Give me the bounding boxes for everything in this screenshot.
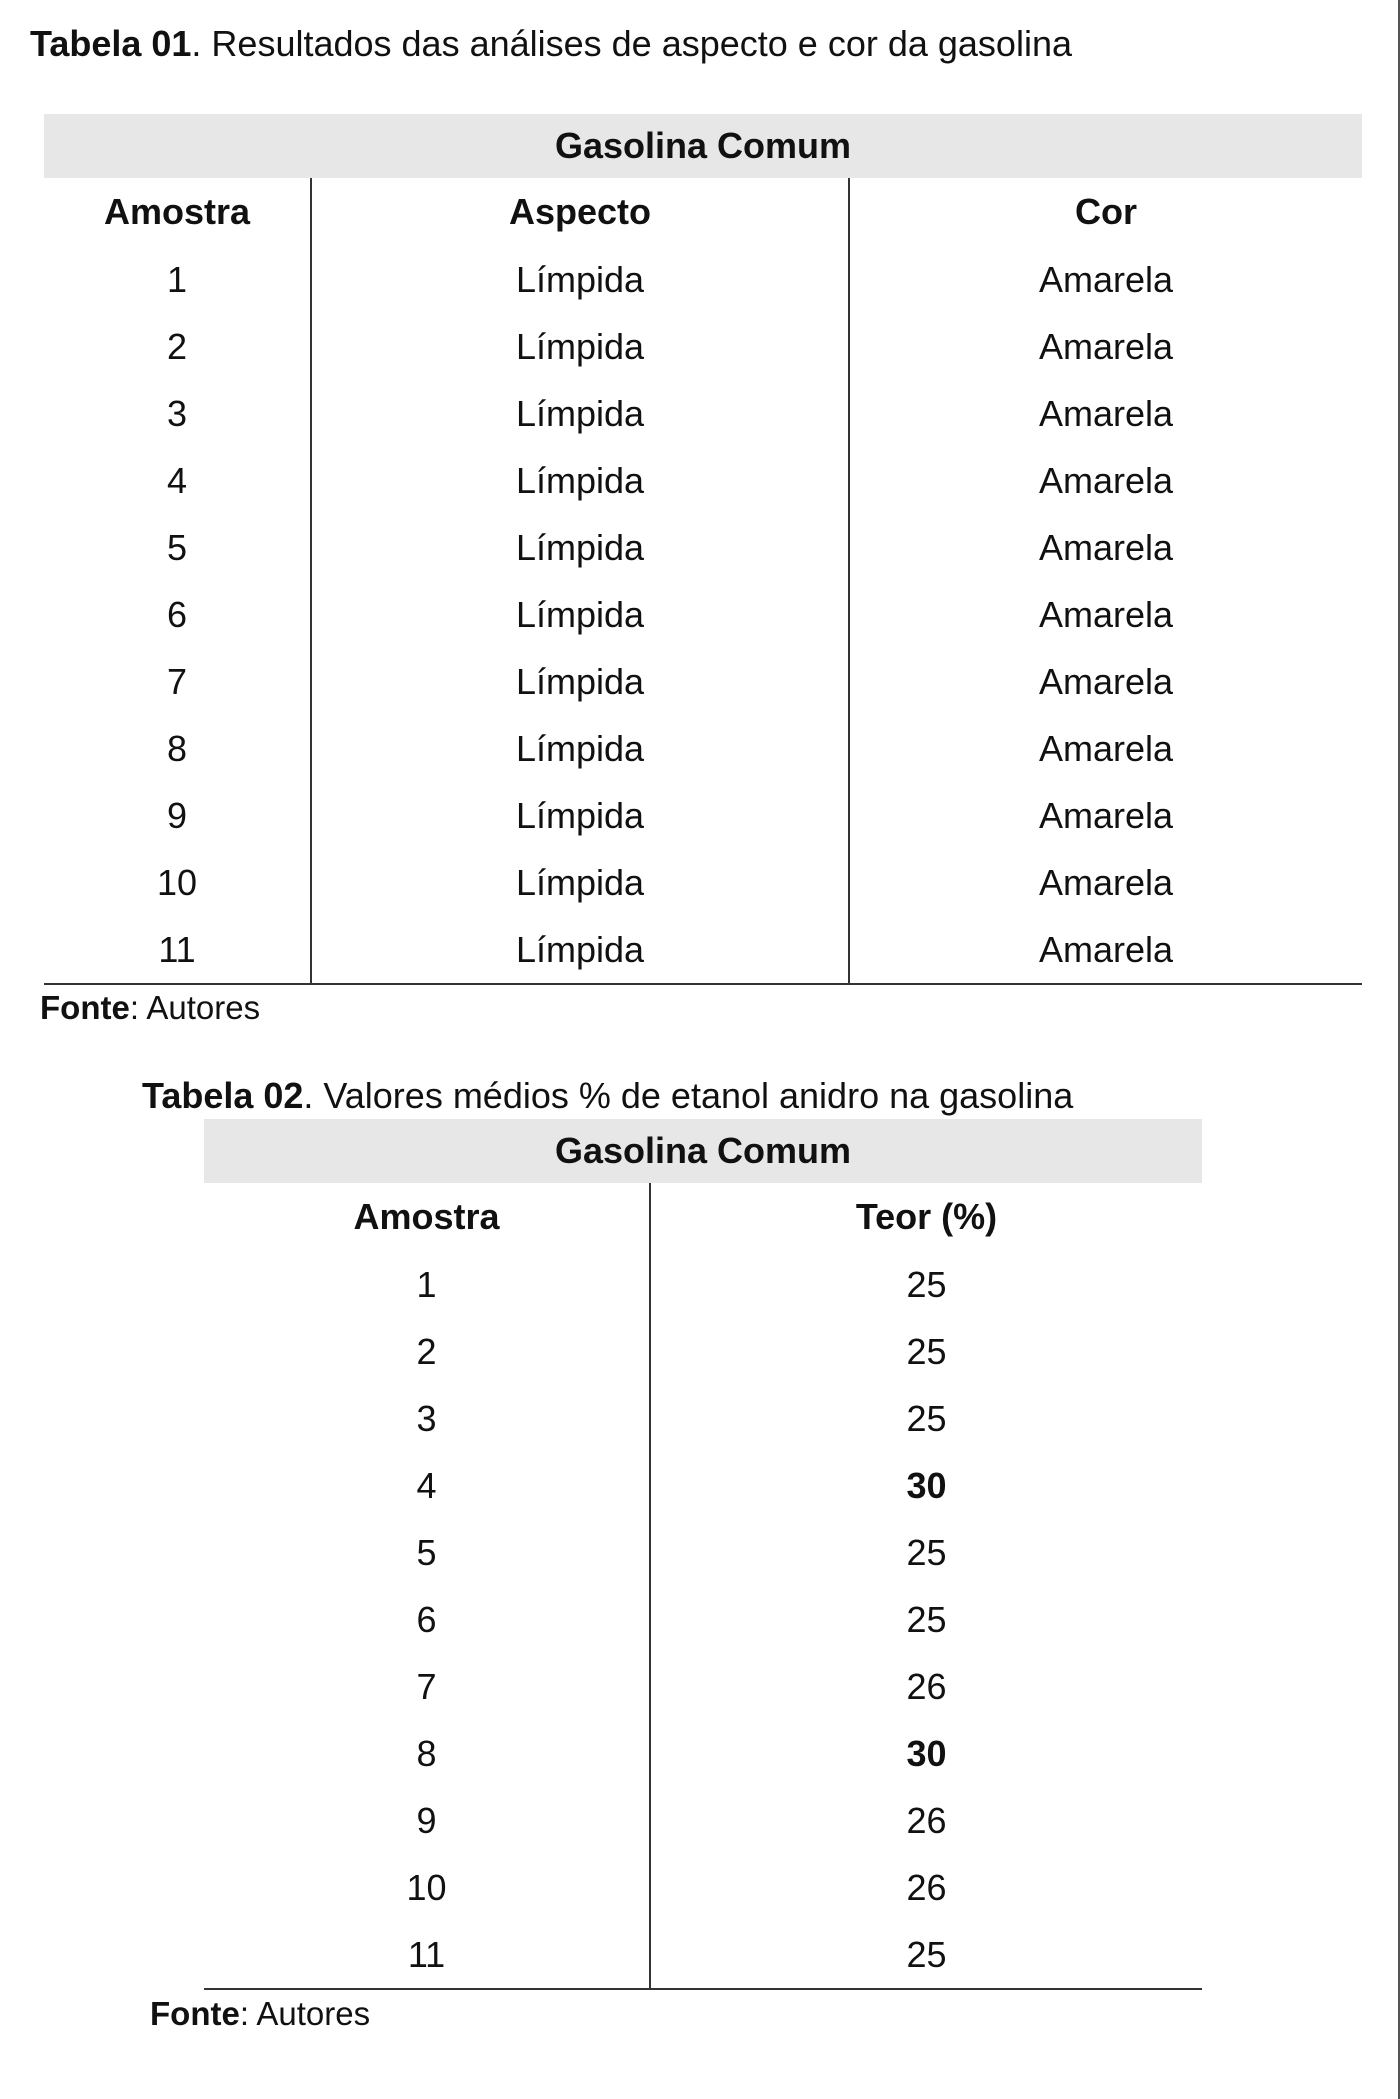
table-cell: 5 xyxy=(44,514,311,581)
table-row xyxy=(204,1720,1202,1787)
table-cell: Amarela xyxy=(1038,861,1174,903)
table-cell: 2 xyxy=(44,313,311,380)
table-row xyxy=(44,447,1362,514)
table-row xyxy=(204,1921,1202,1989)
table2-group-header: Gasolina Comum xyxy=(204,1119,1202,1183)
table1-source-label: Fonte xyxy=(40,989,130,1026)
table-cell: 30 xyxy=(906,1732,947,1774)
table2-source-text: : Autores xyxy=(239,1995,371,2032)
table-row xyxy=(44,581,1362,648)
table-row xyxy=(44,916,1362,984)
table-cell: 8 xyxy=(204,1720,650,1787)
table-cell: Límpida xyxy=(311,581,849,648)
table1-col-header: Aspecto xyxy=(311,178,849,246)
table1-caption-text: . Resultados das análises de aspecto e cor da gasolina xyxy=(191,23,1072,64)
table1-group-header: Gasolina Comum xyxy=(44,114,1362,178)
table-cell: 11 xyxy=(204,1921,650,1989)
table-cell: Amarela xyxy=(1038,526,1174,568)
table2-source xyxy=(150,1994,370,2034)
table-cell: Amarela xyxy=(1038,459,1174,501)
table-row xyxy=(204,1586,1202,1653)
table2-body xyxy=(204,1251,1202,1989)
table1 xyxy=(44,114,1362,985)
table-row xyxy=(44,782,1362,849)
table-cell: 26 xyxy=(906,1665,947,1707)
table2-caption xyxy=(142,1074,1073,1118)
table-cell: 25 xyxy=(906,1263,947,1305)
table2-col-header: Teor (%) xyxy=(855,1196,998,1237)
table-row xyxy=(204,1653,1202,1720)
table-cell: Límpida xyxy=(311,447,849,514)
table-cell: 3 xyxy=(204,1385,650,1452)
table-cell: 25 xyxy=(906,1531,947,1573)
table1-caption xyxy=(30,22,1072,66)
table-cell: 1 xyxy=(204,1251,650,1318)
table2-caption-label: Tabela 02 xyxy=(142,1075,304,1116)
table-cell: 25 xyxy=(650,1921,1202,1989)
table-row xyxy=(204,1318,1202,1385)
table-cell: 7 xyxy=(204,1653,650,1720)
table-cell: Límpida xyxy=(311,782,849,849)
table-row xyxy=(44,715,1362,782)
table-row xyxy=(44,514,1362,581)
table2-col-header: Amostra xyxy=(204,1183,650,1251)
table-cell: 8 xyxy=(44,715,311,782)
table-row xyxy=(44,313,1362,380)
table-cell: 7 xyxy=(44,648,311,715)
table-row xyxy=(204,1854,1202,1921)
table-cell: Límpida xyxy=(311,849,849,916)
table-cell: Amarela xyxy=(1038,727,1174,769)
table-cell: Límpida xyxy=(311,648,849,715)
table-cell: 9 xyxy=(44,782,311,849)
table1-body xyxy=(44,246,1362,984)
table-cell: Amarela xyxy=(1038,258,1174,300)
table-cell: 26 xyxy=(906,1799,947,1841)
table-cell: 30 xyxy=(906,1464,947,1506)
table-cell: 2 xyxy=(204,1318,650,1385)
table-row xyxy=(204,1452,1202,1519)
table2-source-label: Fonte xyxy=(150,1995,240,2032)
table-cell: 6 xyxy=(204,1586,650,1653)
table-row xyxy=(204,1251,1202,1318)
table-cell: Límpida xyxy=(311,380,849,447)
table1-source xyxy=(40,988,260,1028)
table-cell: Límpida xyxy=(311,514,849,581)
table-cell: 26 xyxy=(906,1866,947,1908)
table-cell: 11 xyxy=(44,916,311,984)
table-cell: 10 xyxy=(204,1854,650,1921)
table-row xyxy=(204,1385,1202,1452)
table-cell: Amarela xyxy=(849,916,1362,984)
table1-caption-label: Tabela 01 xyxy=(30,23,192,64)
table-cell: Límpida xyxy=(311,916,849,984)
table1-source-text: : Autores xyxy=(129,989,261,1026)
table-cell: Límpida xyxy=(311,313,849,380)
table-cell: 3 xyxy=(44,380,311,447)
table-cell: 4 xyxy=(44,447,311,514)
table-row xyxy=(44,849,1362,916)
table-cell: 9 xyxy=(204,1787,650,1854)
table-cell: 6 xyxy=(44,581,311,648)
table-row xyxy=(44,380,1362,447)
table-cell: 25 xyxy=(906,1330,947,1372)
table-cell: Amarela xyxy=(1038,593,1174,635)
table-cell: Amarela xyxy=(1038,392,1174,434)
table-cell: Amarela xyxy=(1038,794,1174,836)
table1-col-header: Amostra xyxy=(44,178,311,246)
table-cell: Límpida xyxy=(311,715,849,782)
table-cell: 4 xyxy=(204,1452,650,1519)
table-cell: Amarela xyxy=(1038,325,1174,367)
table-cell: Límpida xyxy=(311,246,849,313)
table-row xyxy=(204,1787,1202,1854)
table-cell: Amarela xyxy=(1038,660,1174,702)
table-row xyxy=(44,648,1362,715)
table2-caption-text: . Valores médios % de etanol anidro na gasolina xyxy=(303,1075,1074,1116)
table2 xyxy=(204,1119,1202,1990)
table-cell: 1 xyxy=(44,246,311,313)
table-cell: 25 xyxy=(906,1598,947,1640)
table-row xyxy=(44,246,1362,313)
table1-col-header: Cor xyxy=(1075,191,1137,232)
table-cell: 5 xyxy=(204,1519,650,1586)
table-cell: 25 xyxy=(906,1397,947,1439)
table-row xyxy=(204,1519,1202,1586)
table-cell: 10 xyxy=(44,849,311,916)
